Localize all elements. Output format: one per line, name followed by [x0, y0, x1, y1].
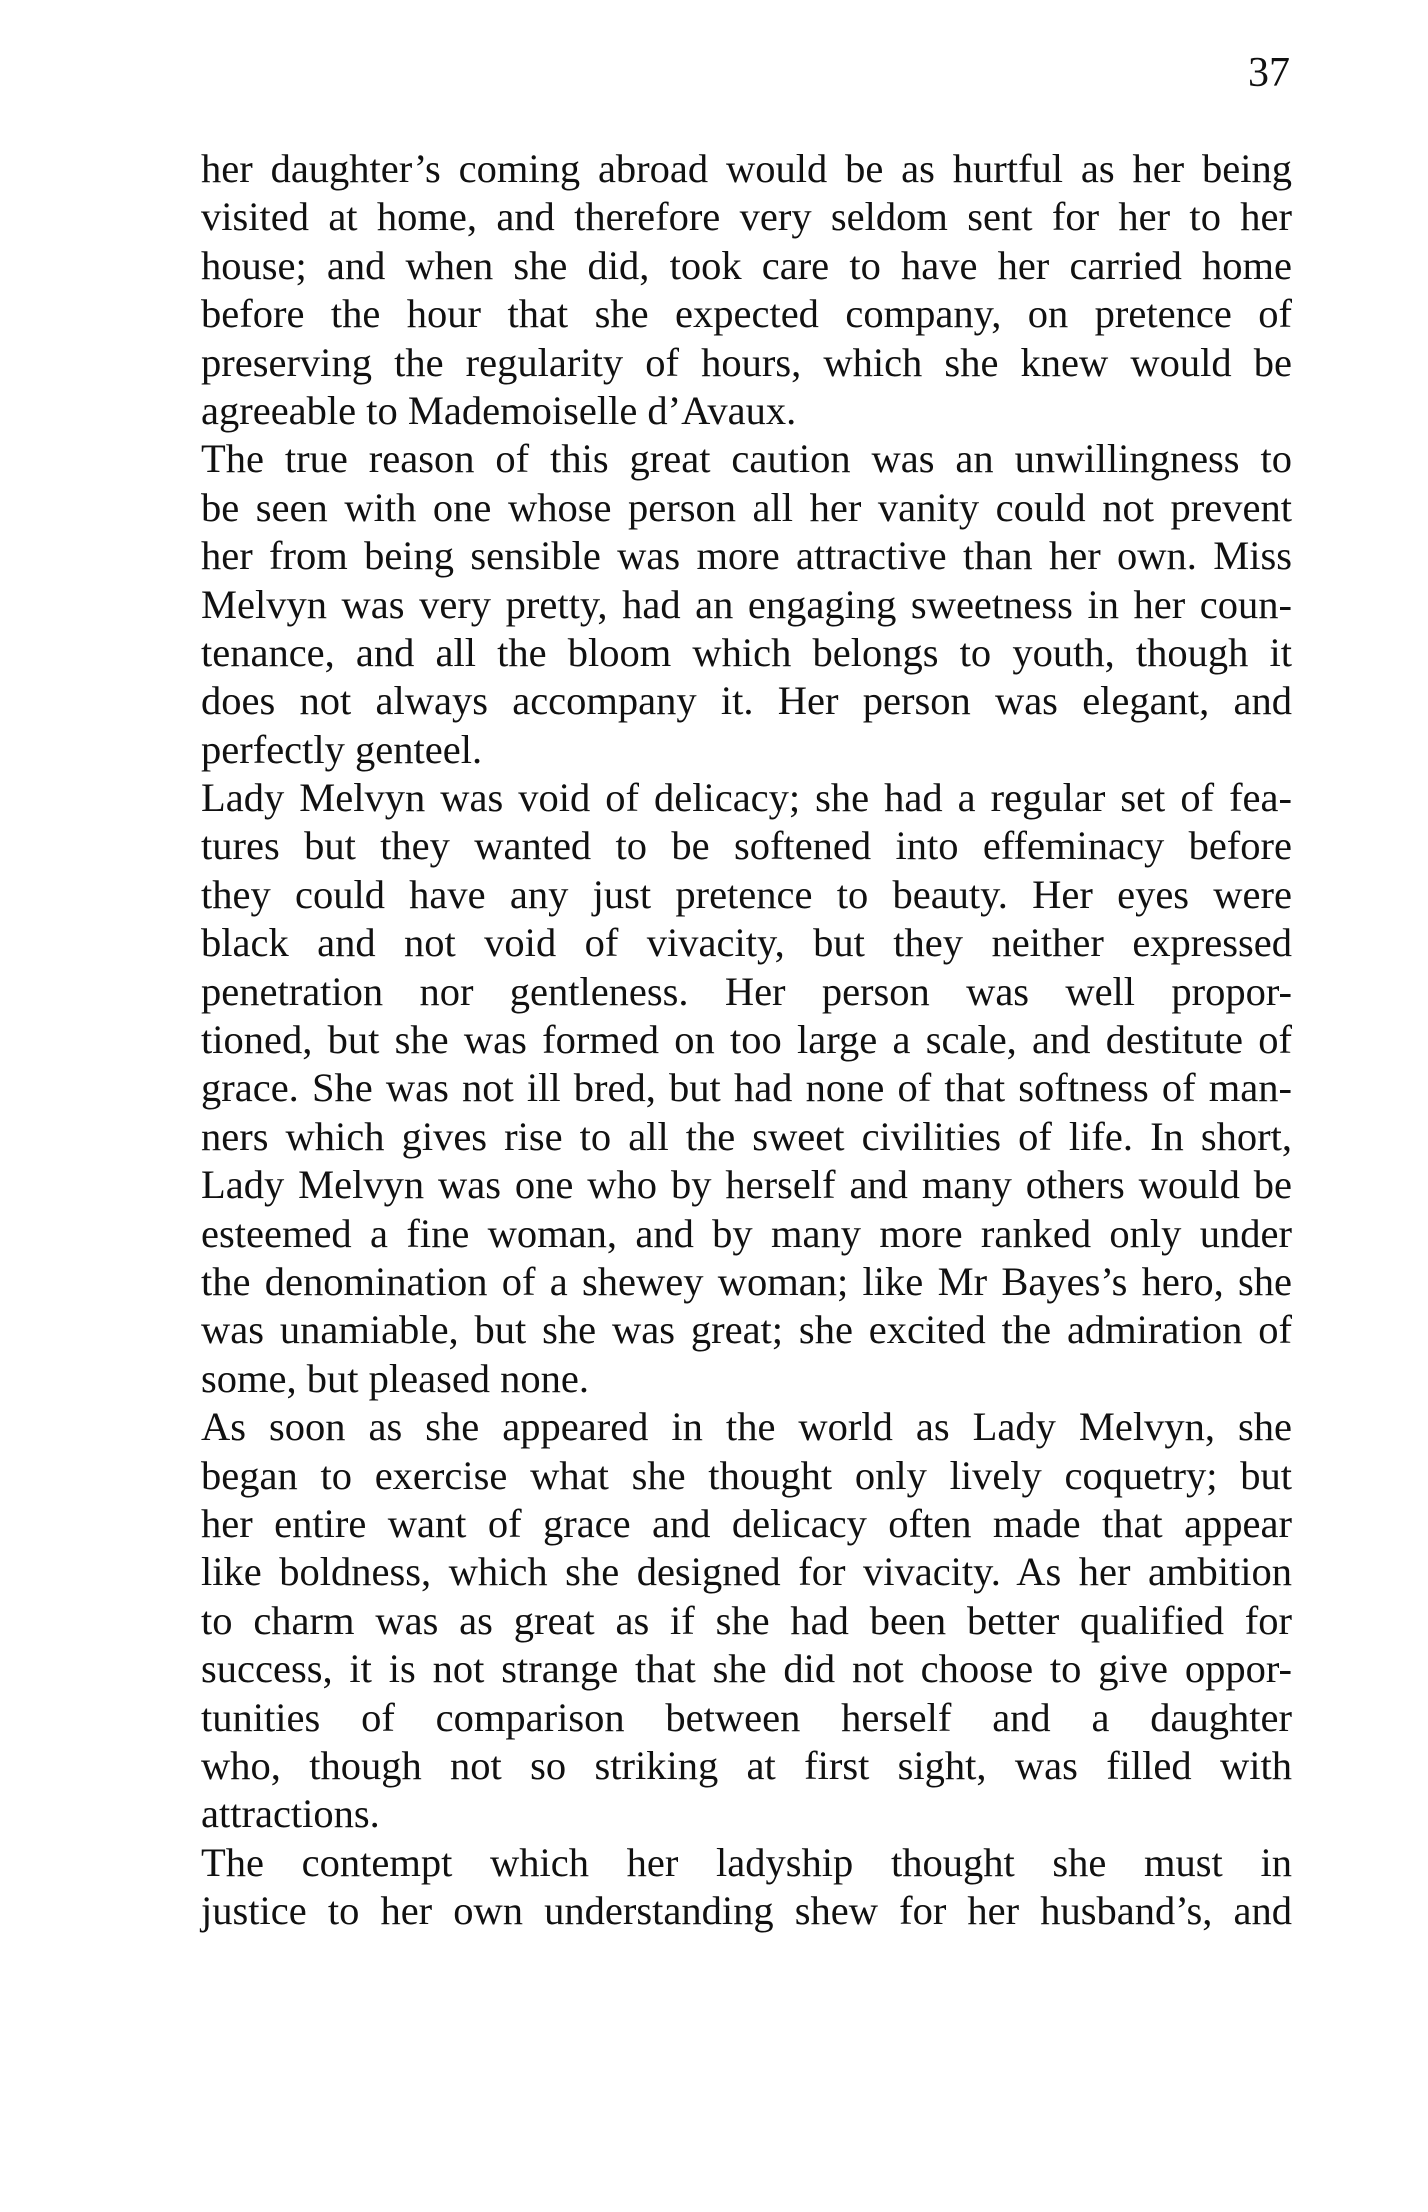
text-line: justice to her own understanding shew for her husband’s, and	[201, 1888, 1292, 1934]
text-line: to charm was as great as if she had been better qualified for	[201, 1597, 1292, 1643]
text-line: perfectly genteel.	[201, 726, 483, 772]
text-line: who, though not so striking at first sight, was filled with	[201, 1742, 1292, 1788]
text-line: esteemed a fine woman, and by many more ranked only under	[201, 1210, 1292, 1256]
text-line: As soon as she appeared in the world as Lady Melvyn, she	[201, 1404, 1292, 1450]
text-line: tioned, but she was formed on too large a scale, and destitute of	[201, 1017, 1292, 1063]
text-line: preserving the regularity of hours, which she knew would be	[201, 339, 1292, 385]
text-line: her daughter’s coming abroad would be as hurtful as her being	[201, 146, 1292, 191]
text-line: tures but they wanted to be softened into effeminacy before	[201, 823, 1292, 869]
text-line: visited at home, and therefore very seldom sent for her to her	[201, 194, 1292, 240]
text-line: black and not void of vivacity, but they neither expressed	[201, 920, 1292, 966]
text-line: Lady Melvyn was one who by herself and many others would be	[201, 1162, 1292, 1208]
text-line: the denomination of a shewey woman; like Mr Bayes’s hero, she	[201, 1258, 1292, 1304]
text-line: some, but pleased none.	[201, 1355, 590, 1401]
text-line: Melvyn was very pretty, had an engaging sweetness in her coun-	[201, 581, 1292, 627]
paragraph-2	[201, 435, 1292, 774]
text-line: penetration nor gentleness. Her person was well propor-	[201, 968, 1292, 1014]
text-line: agreeable to Mademoiselle d’Avaux.	[201, 387, 797, 433]
text-line: tenance, and all the bloom which belongs to youth, though it	[201, 629, 1292, 675]
paragraph-4	[201, 1403, 1292, 1839]
text-line: be seen with one whose person all her vanity could not prevent	[201, 484, 1292, 530]
paragraph-5	[201, 1839, 1292, 1936]
text-line: her from being sensible was more attractive than her own. Miss	[201, 533, 1292, 579]
text-line: before the hour that she expected company, on pretence of	[201, 291, 1292, 337]
page-number: 37	[1248, 50, 1290, 96]
paragraph-1	[201, 145, 1292, 435]
text-line: house; and when she did, took care to have her carried home	[201, 242, 1292, 288]
text-line: The true reason of this great caution was an unwillingness to	[201, 436, 1292, 482]
text-line: began to exercise what she thought only lively coquetry; but	[201, 1452, 1292, 1498]
text-line: does not always accompany it. Her person was elegant, and	[201, 678, 1292, 724]
paragraph-3	[201, 774, 1292, 1403]
text-line: grace. She was not ill bred, but had none of that softness of man-	[201, 1065, 1292, 1111]
body-text	[201, 145, 1292, 1935]
text-line: they could have any just pretence to beauty. Her eyes were	[201, 871, 1292, 917]
text-line: attractions.	[201, 1791, 380, 1837]
text-line: like boldness, which she designed for vivacity. As her ambition	[201, 1549, 1292, 1595]
text-line: Lady Melvyn was void of delicacy; she had a regular set of fea-	[201, 775, 1292, 821]
text-line: success, it is not strange that she did not choose to give oppor-	[201, 1646, 1292, 1692]
text-line: was unamiable, but she was great; she excited the admiration of	[201, 1307, 1292, 1353]
text-line: ners which gives rise to all the sweet civilities of life. In short,	[201, 1113, 1292, 1159]
text-line: The contempt which her ladyship thought she must in	[201, 1839, 1292, 1885]
text-line: her entire want of grace and delicacy often made that appear	[201, 1500, 1292, 1546]
text-line: tunities of comparison between herself and a daughter	[201, 1694, 1292, 1740]
